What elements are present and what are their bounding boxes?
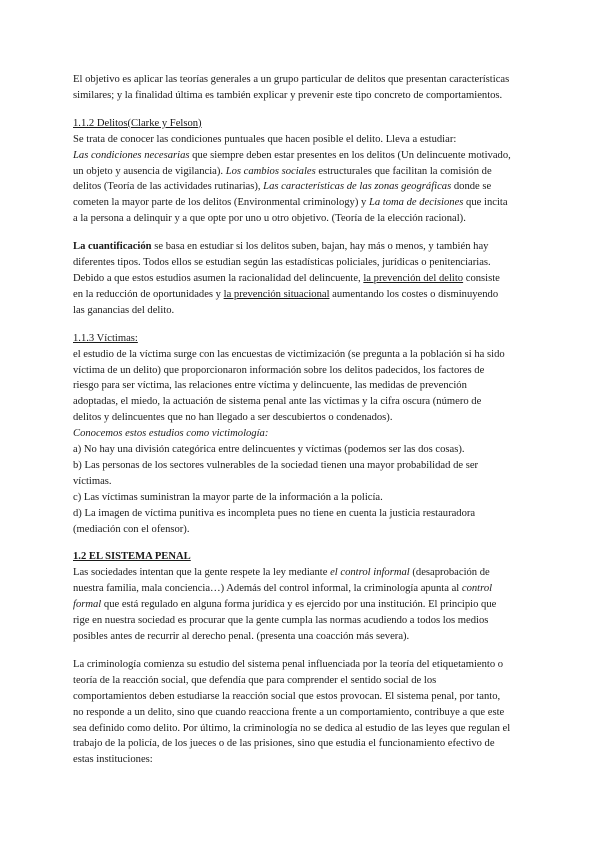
text-run: que incita a la persona a delinquir y a que opte por uno u otro objetivo. (Teoría de la elección racional). xyxy=(73,197,508,225)
criminologia-paragraph: La criminología comienza su estudio del sistema penal influenciada por la teoría del etiquetamiento o teoría de la reacción social, que defendía que para comprender el sentido social de los comportamientos deben estudiarse la reacción social que estos provocan. El sistema penal, por tanto, no responde a un delito, sino que cuando reacciona frente a un comportamiento, contribuye a que este sea definido como delito. Por último, la criminología no se dedica al estudio de las leyes que regulan el trabajo de la policía, de los jueces o de las prisiones, sino que estudia el funcionamiento efectivo de estas instituciones: xyxy=(73,658,511,766)
term-zonas: Las características de las zonas geográficas xyxy=(263,181,452,193)
text-run: Las sociedades intentan que la gente respete la ley mediante xyxy=(73,567,331,579)
term-prevencion-delito: la prevención del delito xyxy=(363,272,464,284)
term-decisiones: La toma de decisiones xyxy=(368,197,464,209)
sistema-penal-paragraph xyxy=(73,565,511,645)
term-condiciones: Las condiciones necesarias xyxy=(73,149,190,161)
term-cuantificacion: La cuantificación xyxy=(73,241,152,253)
text-run: aumentando los costes o disminuyendo las ganancias del delito. xyxy=(73,288,499,316)
section-heading-victimas: 1.1.3 Víctimas: xyxy=(73,332,138,344)
delitos-paragraph xyxy=(73,148,511,228)
intro-paragraph: El objetivo es aplicar las teorías generales a un grupo particular de delitos que presentan características similares; y la finalidad última es también explicar y prevenir este tipo concreto de comportamientos. xyxy=(73,74,510,101)
section-heading-delitos: 1.1.2 Delitos(Clarke y Felson) xyxy=(73,117,202,129)
term-prevencion-situacional: la prevención situacional xyxy=(223,288,330,300)
victimologia-label: Conocemos estos estudios como victimología: xyxy=(73,428,269,440)
text-run: consiste en la reducción de oportunidades y xyxy=(73,272,500,300)
text-run: se basa en estudiar si los delitos suben, bajan, hay más o menos, y también hay diferentes tipos. Todos ellos se estudian según las estadísticas policiales, jurídicas o penitenciarias. Debido a que estos estudios asumen la racionalidad del delincuente, xyxy=(73,241,491,284)
cuantificacion-paragraph xyxy=(73,239,511,319)
text-run: donde se cometen la mayor parte de los delitos (Environmental criminology) y xyxy=(73,181,492,209)
text-run: que siempre deben estar presentes en los delitos (Un delincuente motivado, un objeto y ausencia de vigilancia). xyxy=(73,149,511,177)
list-item-c: c) Las víctimas suministran la mayor parte de la información a la policía. xyxy=(73,491,383,503)
term-cambios: Los cambios sociales xyxy=(225,165,316,177)
term-control-informal: el control informal xyxy=(330,567,410,579)
text-run: (desaprobación de nuestra familia, mala conciencia…) Además del control informal, la criminología apunta al xyxy=(73,567,490,595)
text-run: estructurales que facilitan la comisión de delitos (Teoría de las actividades rutinarias), xyxy=(73,165,492,193)
term-control-formal: control formal xyxy=(73,583,493,611)
section-heading-sistema-penal: 1.2 EL SISTEMA PENAL xyxy=(73,551,191,563)
text-run: que está regulado en alguna forma jurídica y es ejercido por una institución. El principio que rige en nuestra sociedad es procurar que la gente cumpla las normas acudiendo a todos los medios posibles antes de recurrir al derecho penal. (presenta una coacción más severa). xyxy=(73,599,497,642)
list-item-a: a) No hay una división categórica entre delincuentes y víctimas (podemos ser las dos cosas). xyxy=(73,444,465,456)
list-item-b: b) Las personas de los sectores vulnerables de la sociedad tienen una mayor probabilidad de ser víctimas. xyxy=(73,459,479,487)
delitos-intro: Se trata de conocer las condiciones puntuales que hacen posible el delito. Lleva a estudiar: xyxy=(73,133,457,145)
document-page xyxy=(73,72,511,768)
list-item-d: d) La imagen de víctima punitiva es incompleta pues no tiene en cuenta la justicia restauradora (mediación con el ofensor). xyxy=(73,507,476,535)
victimas-paragraph: el estudio de la víctima surge con las encuestas de victimización (se pregunta a la población si ha sido víctima de un delito) que proporcionaron información sobre los delitos padecidos, los factores de riesgo para ser víctima, las relaciones entre víctima y delincuente, las medidas de prevención adoptadas, el miedo, la actuación de sistema penal ante las víctimas y la cifra oscura (número de delitos y delincuentes que no han llegado a ser descubiertos o condenados). xyxy=(73,348,505,424)
